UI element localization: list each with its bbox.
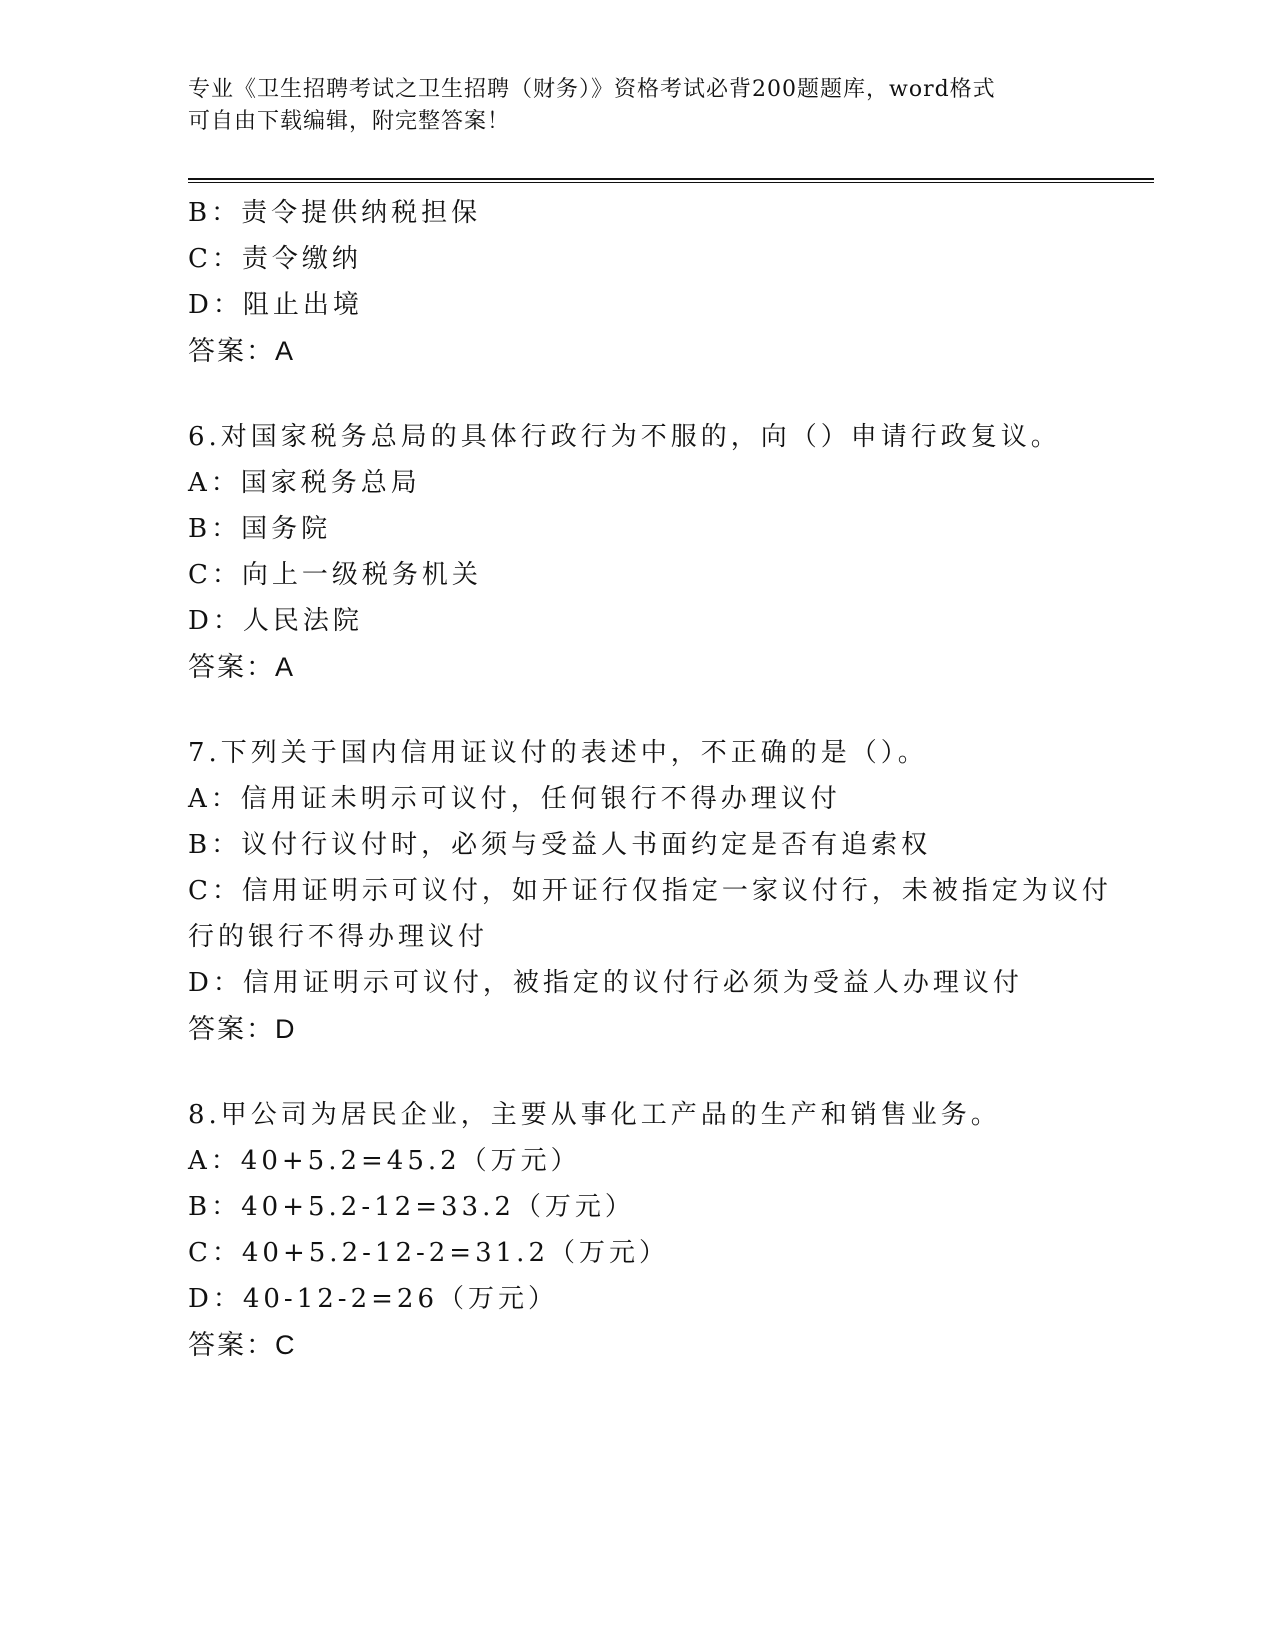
header-title-line-1: 专业《卫生招聘考试之卫生招聘（财务）》资格考试必背200题题库，word格式 bbox=[188, 77, 996, 102]
option-b: B：国务院 bbox=[188, 514, 332, 544]
question-stem: 8.甲公司为居民企业，主要从事化工产品的生产和销售业务。 bbox=[188, 1100, 1001, 1130]
header-title-line-2: 可自由下载编辑，附完整答案！ bbox=[188, 109, 511, 134]
option-c: C：向上一级税务机关 bbox=[188, 560, 482, 590]
option-d: D：信用证明示可议付，被指定的议付行必须为受益人办理议付 bbox=[188, 968, 1023, 998]
option-c: C：责令缴纳 bbox=[188, 244, 362, 274]
answer: 答案：A bbox=[188, 336, 296, 366]
option-b: B：议付行议付时，必须与受益人书面约定是否有追索权 bbox=[188, 830, 932, 860]
option-b: B：责令提供纳税担保 bbox=[188, 198, 482, 228]
option-a: A：40+5.2=45.2（万元） bbox=[188, 1146, 581, 1176]
option-b: B：40+5.2-12=33.2（万元） bbox=[188, 1192, 635, 1222]
answer: 答案：C bbox=[188, 1330, 297, 1360]
answer: 答案：A bbox=[188, 652, 296, 682]
option-a: A：信用证未明示可议付，任何银行不得办理议付 bbox=[188, 784, 841, 814]
option-c: C：信用证明示可议付，如开证行仅指定一家议付行，未被指定为议付 bbox=[188, 876, 1112, 906]
spacer bbox=[188, 1052, 1088, 1092]
option-a: A：国家税务总局 bbox=[188, 468, 421, 498]
question-list bbox=[188, 190, 1112, 1368]
question-stem: 6.对国家税务总局的具体行政行为不服的，向（）申请行政复议。 bbox=[188, 422, 1061, 452]
option-c-continued: 行的银行不得办理议付 bbox=[188, 922, 489, 952]
spacer bbox=[188, 690, 1088, 730]
question-stem: 7.下列关于国内信用证议付的表述中，不正确的是（）。 bbox=[188, 738, 928, 768]
document-header bbox=[188, 74, 1088, 138]
option-d: D：40-12-2=26（万元） bbox=[188, 1284, 558, 1314]
option-d: D：阻止出境 bbox=[188, 290, 363, 320]
header-divider bbox=[188, 178, 1154, 183]
question-6 bbox=[188, 414, 1088, 690]
option-c: C：40+5.2-12-2=31.2（万元） bbox=[188, 1238, 669, 1268]
spacer bbox=[188, 374, 1088, 414]
option-d: D：人民法院 bbox=[188, 606, 363, 636]
answer: 答案：D bbox=[188, 1014, 297, 1044]
question-8 bbox=[188, 1092, 1088, 1368]
question-5 bbox=[188, 190, 1088, 374]
question-7 bbox=[188, 730, 1112, 1052]
